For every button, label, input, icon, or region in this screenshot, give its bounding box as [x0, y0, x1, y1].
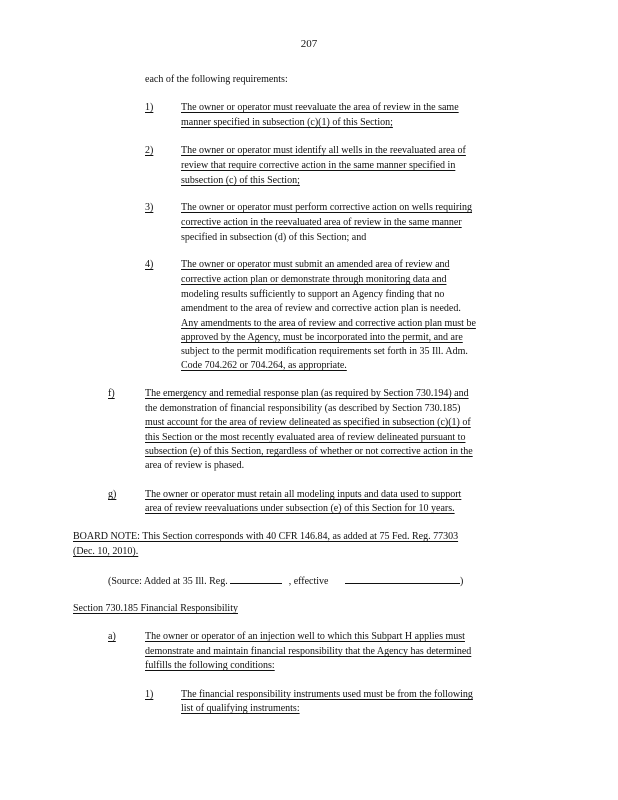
item-2-line-2: review that require corrective action in the same manner specified in [181, 160, 456, 171]
register-blank [230, 573, 282, 584]
item-f-line-3: must account for the area of review delineated as specified in subsection (c)(1) of [145, 417, 471, 428]
item-4-line-4: amendment to the area of review and corrective action plan is needed. [181, 303, 461, 314]
item-f-line-1: The emergency and remedial response plan (as required by Section 730.194) and [145, 388, 469, 399]
item-3-line-2: corrective action in the reevaluated area of review in the same manner [181, 217, 462, 228]
item-f-line-6: area of review is phased. [145, 460, 245, 471]
item-4-label: 4) [145, 259, 154, 270]
page-number: 207 [300, 38, 318, 50]
item-a1-label: 1) [145, 689, 154, 700]
source-suffix: ) [460, 576, 464, 587]
item-4-line-7: subject to the permit modification requirements set forth in 35 Ill. Adm. [181, 346, 468, 357]
item-a-line-3: fulfills the following conditions: [145, 660, 275, 671]
source-prefix: (Source: Added at 35 Ill. Reg. [108, 576, 228, 587]
item-1-label: 1) [145, 102, 154, 113]
item-4-line-8: Code 704.262 or 704.264, as appropriate. [181, 360, 347, 371]
item-g-label: g) [108, 489, 117, 500]
effective-date-blank [345, 573, 460, 584]
item-a1-line-2: list of qualifying instruments: [181, 703, 300, 714]
item-g-line-1: The owner or operator must retain all modeling inputs and data used to support [145, 489, 462, 500]
item-4-line-5: Any amendments to the area of review and corrective action plan must be [181, 318, 476, 329]
item-4-line-1: The owner or operator must submit an amended area of review and [181, 259, 450, 270]
item-3-line-1: The owner or operator must perform corrective action on wells requiring [181, 202, 473, 213]
item-f-line-2: the demonstration of financial responsibility (as described by Section 730.185) [145, 403, 461, 414]
item-g-line-2: area of review reevaluations under subsection (e) of this Section for 10 years. [145, 503, 455, 514]
board-note-line-2: (Dec. 10, 2010). [73, 546, 139, 557]
item-3-label: 3) [145, 202, 154, 213]
item-4-line-3: modeling results sufficiently to support an Agency finding that no [181, 289, 445, 300]
item-1-line-1: The owner or operator must reevaluate the area of review in the same [181, 102, 459, 113]
source-middle: , effective [288, 576, 329, 587]
item-a-line-1: The owner or operator of an injection well to which this Subpart H applies must [145, 631, 465, 642]
section-heading: Section 730.185 Financial Responsibility [73, 603, 238, 614]
item-4-line-6: approved by the Agency, must be incorporated into the permit, and are [181, 332, 463, 343]
item-2-line-1: The owner or operator must identify all wells in the reevaluated area of [181, 145, 466, 156]
intro-text: each of the following requirements: [145, 74, 288, 85]
item-f-line-4: this Section or the most recently evaluated area of review delineated pursuant to [145, 432, 466, 443]
item-f-label: f) [108, 388, 115, 399]
item-4-line-2: corrective action plan or demonstrate through monitoring data and [181, 274, 447, 285]
item-a-label: a) [108, 631, 116, 642]
item-a-line-2: demonstrate and maintain financial responsibility that the Agency has determined [145, 646, 472, 657]
board-note-line-1: BOARD NOTE: This Section corresponds with 40 CFR 146.84, as added at 75 Fed. Reg. 77303 [73, 531, 459, 542]
item-2-line-3: subsection (c) of this Section; [181, 175, 300, 186]
item-2-label: 2) [145, 145, 154, 156]
source-line [108, 573, 463, 589]
item-f-line-5: subsection (e) of this Section, regardless of whether or not corrective action in the [145, 446, 473, 457]
item-a1-line-1: The financial responsibility instruments used must be from the following [181, 689, 473, 700]
item-3-line-3: specified in subsection (d) of this Section; and [181, 232, 367, 243]
item-1-line-2: manner specified in subsection (c)(1) of this Section; [181, 117, 393, 128]
